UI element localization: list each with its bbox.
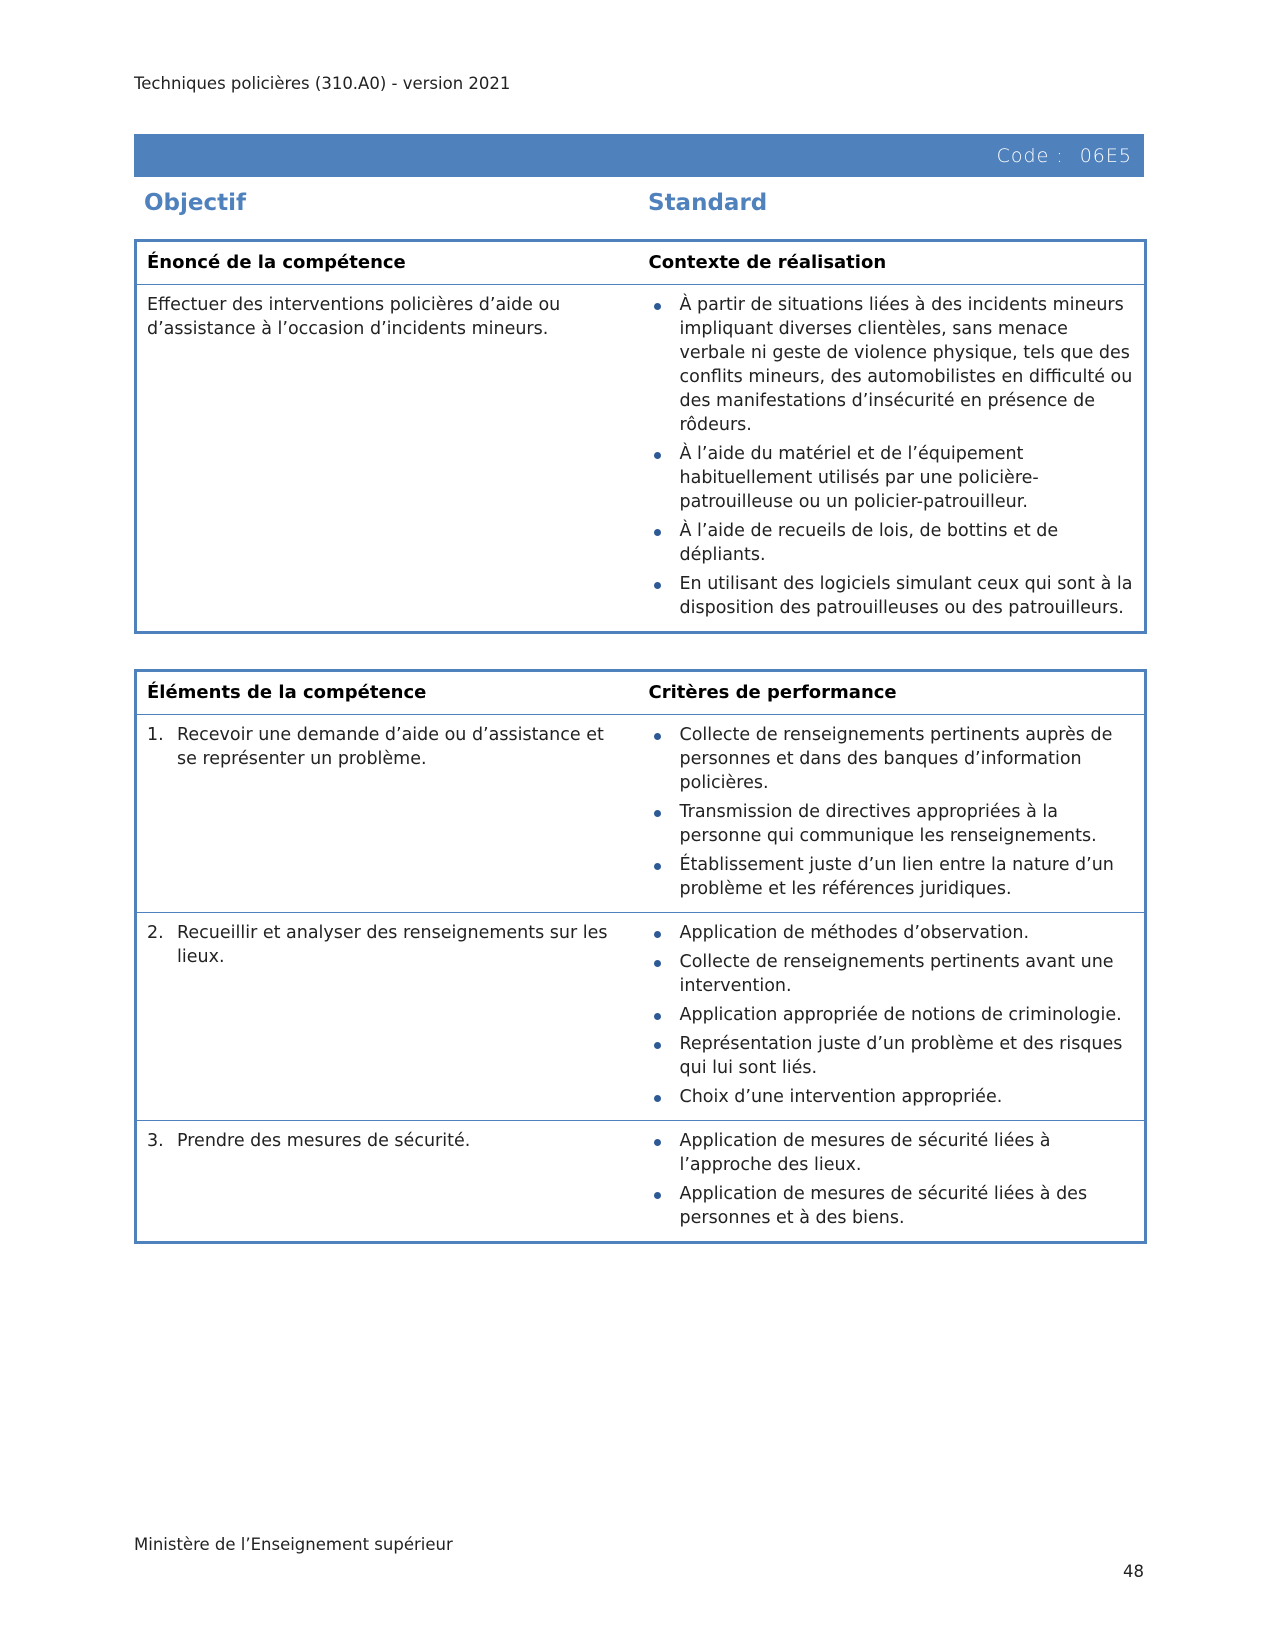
table-row	[136, 913, 1146, 1121]
document-header: Techniques policières (310.A0) - version 2021	[134, 74, 511, 93]
element-text: Recueillir et analyser des renseignements sur les lieux.	[177, 923, 608, 967]
criteres-cell	[639, 1121, 1146, 1243]
element-number: 2.	[147, 923, 164, 943]
criteres-list	[649, 723, 1135, 901]
element-text: Recevoir une demande d’aide ou d’assistance et se représenter un problème.	[177, 725, 604, 769]
element-cell	[136, 913, 639, 1121]
criteres-list	[649, 921, 1135, 1109]
table-row	[136, 1121, 1146, 1243]
list-item: Collecte de renseignements pertinents auprès de personnes et dans des banques d’information policières.	[649, 723, 1135, 795]
table-header-row	[136, 671, 1146, 715]
list-item: Application de mesures de sécurité liées à l’approche des lieux.	[649, 1129, 1135, 1177]
criteres-cell	[639, 913, 1146, 1121]
section-titles	[134, 190, 1144, 226]
list-item: Établissement juste d’un lien entre la nature d’un problème et les références juridiques.	[649, 853, 1135, 901]
list-item: Application appropriée de notions de criminologie.	[649, 1003, 1135, 1027]
list-item: À partir de situations liées à des incidents mineurs impliquant diverses clientèles, sans menace verbale ni geste de violence physique, tels que des conflits mineurs, des automobilistes en difficulté ou des manifestations d’insécurité en présence de rôdeurs.	[649, 293, 1135, 437]
list-item: Collecte de renseignements pertinents avant une intervention.	[649, 950, 1135, 998]
list-item: À l’aide de recueils de lois, de bottins et de dépliants.	[649, 519, 1135, 567]
header-criteres: Critères de performance	[639, 671, 1146, 715]
table-header-row	[136, 241, 1146, 285]
header-enonce: Énoncé de la compétence	[136, 241, 639, 285]
element-cell	[136, 715, 639, 913]
code-band	[134, 134, 1144, 177]
objectif-table	[134, 239, 1147, 634]
footer-publisher: Ministère de l’Enseignement supérieur	[134, 1535, 453, 1554]
header-elements: Éléments de la compétence	[136, 671, 639, 715]
header-contexte: Contexte de réalisation	[639, 241, 1146, 285]
element-text: Prendre des mesures de sécurité.	[177, 1131, 471, 1151]
code-value: 06E5	[1079, 144, 1132, 167]
table-row	[136, 715, 1146, 913]
list-item: Représentation juste d’un problème et des risques qui lui sont liés.	[649, 1032, 1135, 1080]
section-title-objectif: Objectif	[144, 190, 247, 216]
list-item: Application de méthodes d’observation.	[649, 921, 1135, 945]
page-number: 48	[1123, 1562, 1144, 1581]
enonce-text: Effectuer des interventions policières d’aide ou d’assistance à l’occasion d’incidents mineurs.	[147, 295, 561, 339]
element-number: 3.	[147, 1131, 164, 1151]
list-item: En utilisant des logiciels simulant ceux qui sont à la disposition des patrouilleuses ou des patrouilleurs.	[649, 572, 1135, 620]
criteres-list	[649, 1129, 1135, 1230]
element-cell	[136, 1121, 639, 1243]
table-row	[136, 285, 1146, 633]
list-item: À l’aide du matériel et de l’équipement habituellement utilisés par une policière-patrouilleuse ou un policier-patrouilleur.	[649, 442, 1135, 514]
code-label: Code :	[996, 144, 1064, 167]
contexte-list	[649, 293, 1135, 620]
criteres-cell	[639, 715, 1146, 913]
section-title-standard: Standard	[648, 190, 768, 216]
element-number: 1.	[147, 725, 164, 745]
list-item: Choix d’une intervention appropriée.	[649, 1085, 1135, 1109]
list-item: Application de mesures de sécurité liées à des personnes et à des biens.	[649, 1182, 1135, 1230]
list-item: Transmission de directives appropriées à la personne qui communique les renseignements.	[649, 800, 1135, 848]
contexte-cell	[639, 285, 1146, 633]
elements-table	[134, 669, 1147, 1244]
